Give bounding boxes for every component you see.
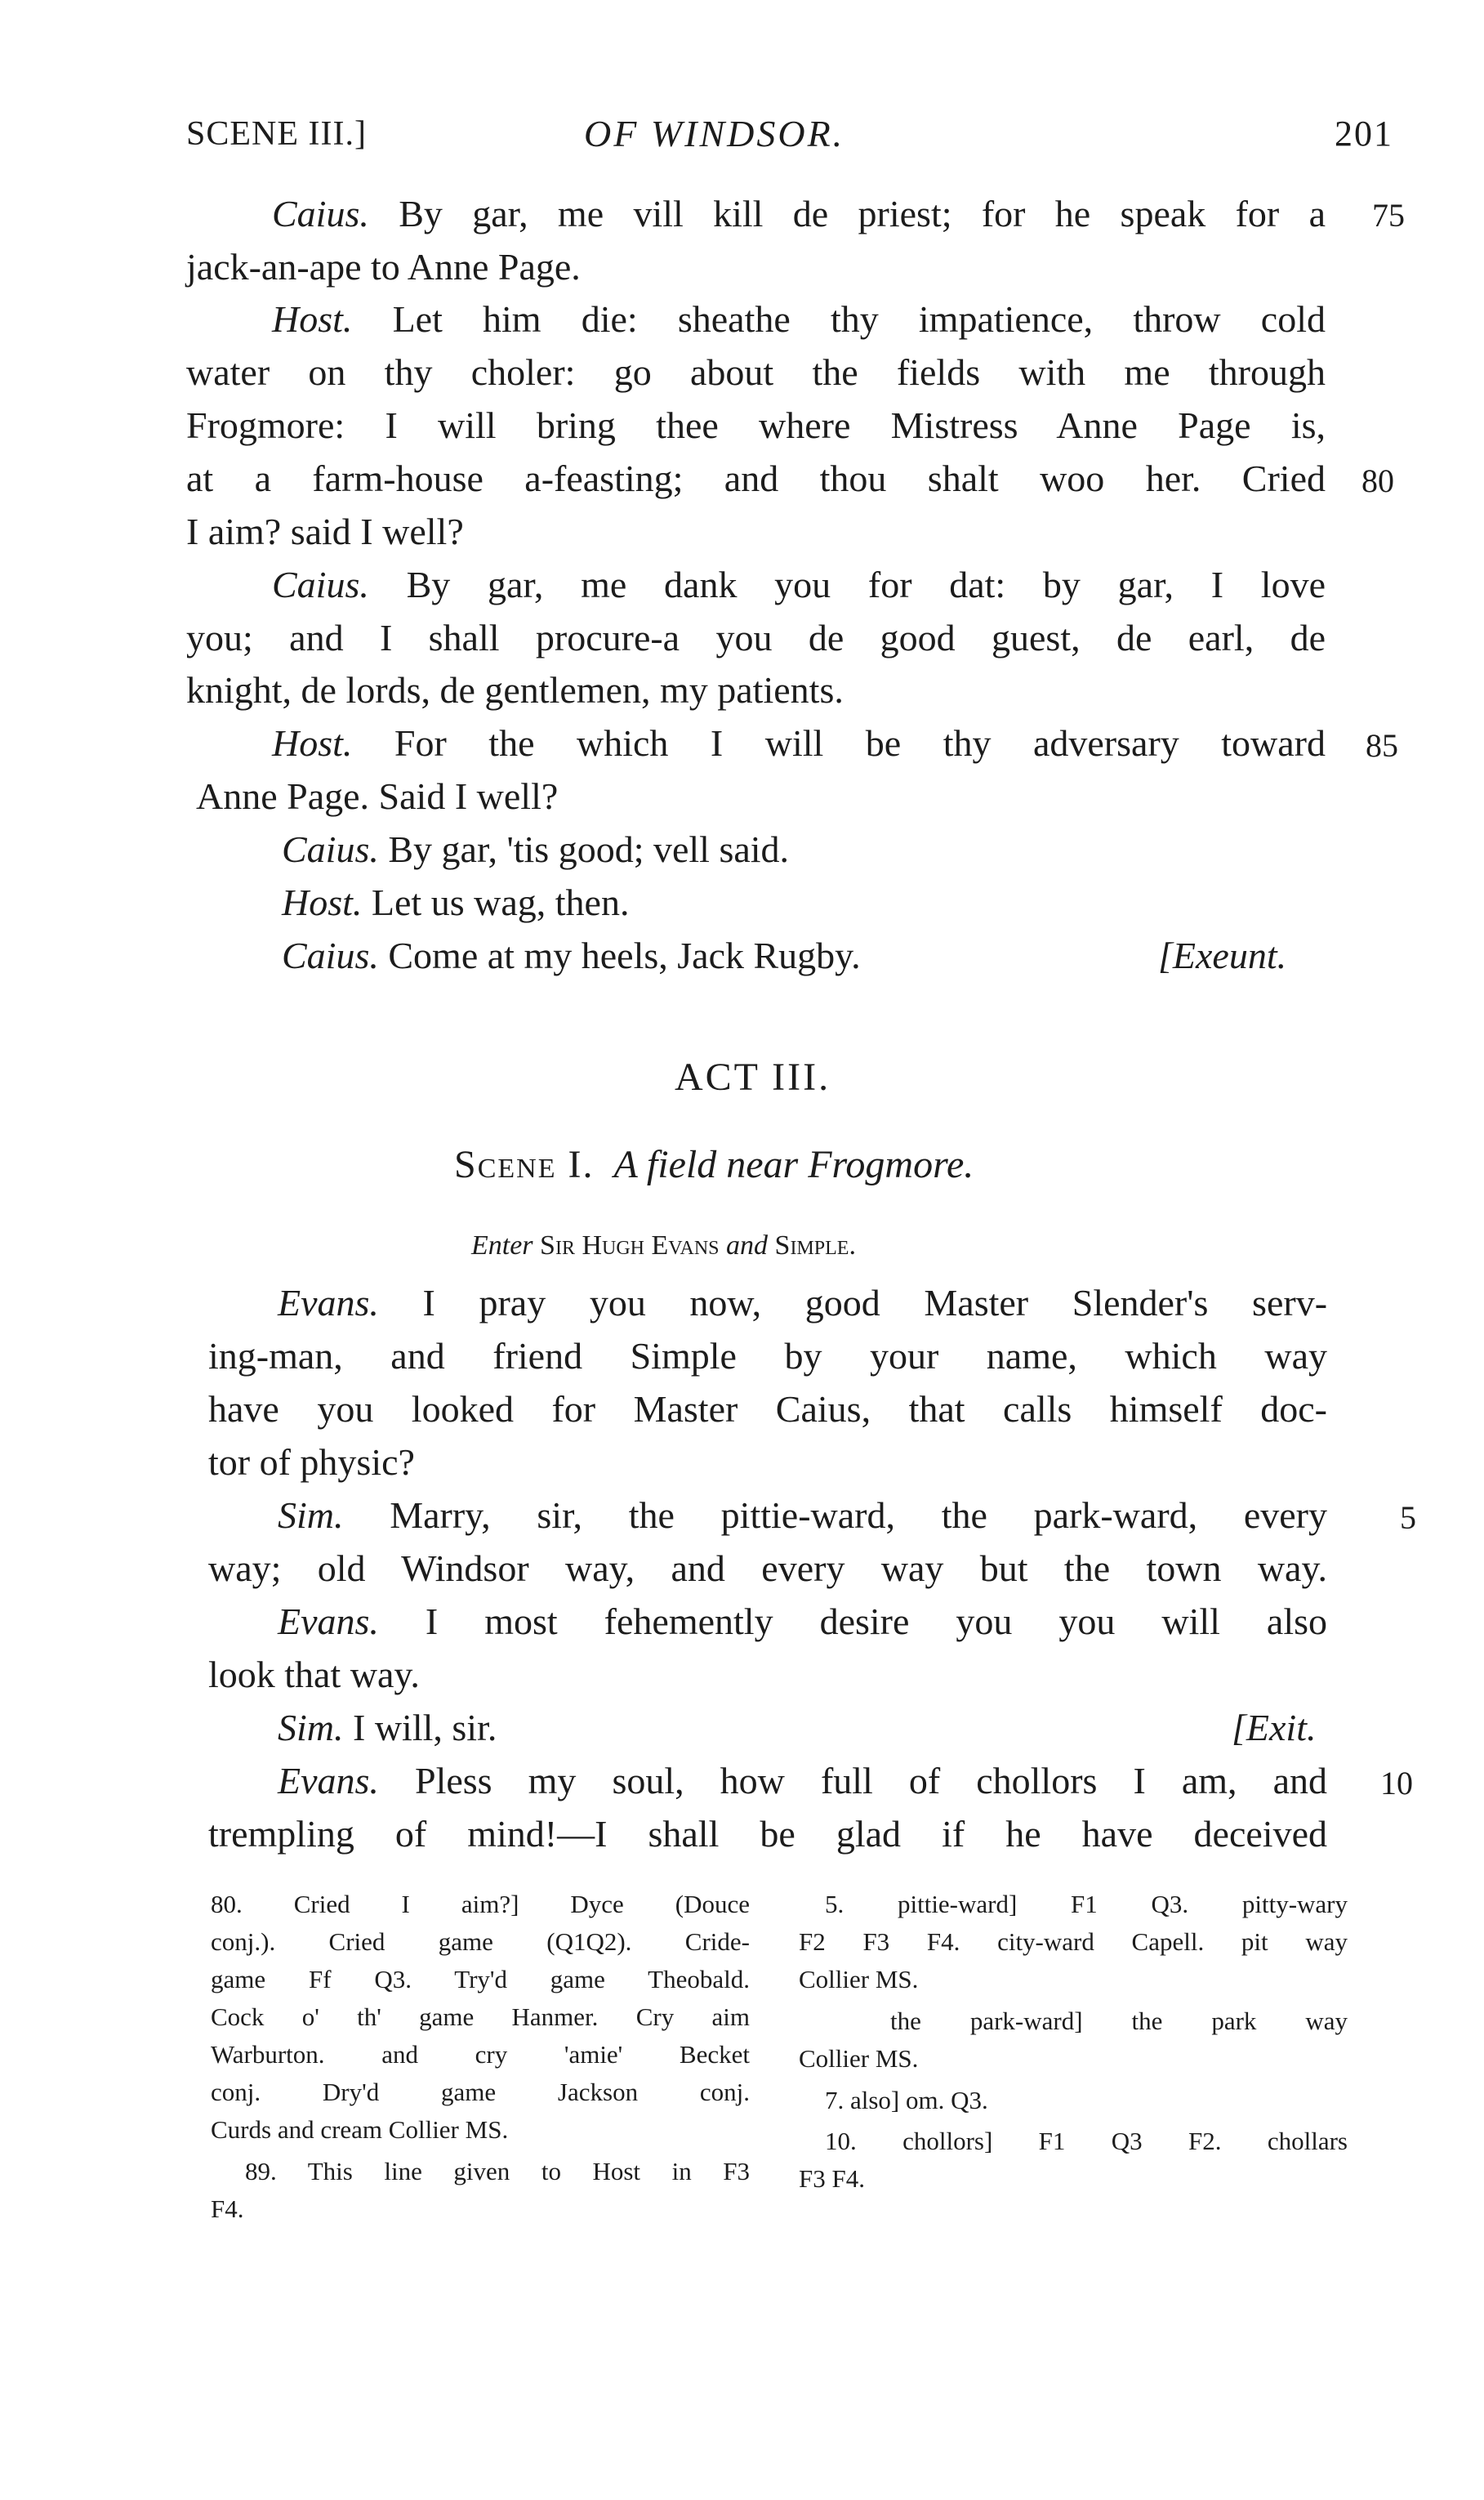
footnote-line: 5. pittie-ward] F1 Q3. pitty-wary (825, 1890, 1348, 1918)
footnote-line: Cock o' th' game Hanmer. Cry aim (211, 2002, 750, 2031)
speaker-name: Host. (272, 722, 353, 764)
footnote-line: F2 F3 F4. city-ward Capell. pit way (799, 1927, 1348, 1956)
footnote-line: 80. Cried I aim?] Dyce (Douce (211, 1890, 750, 1918)
speaker-name: Caius. (272, 564, 369, 605)
speaker-name: Caius. (282, 828, 379, 870)
exit-direction: [Exeunt. (1158, 935, 1287, 976)
footnote-line: 10. chollors] F1 Q3 F2. chollars (825, 2127, 1348, 2155)
speaker-name: Sim. (278, 1707, 344, 1748)
text-line: Caius. By gar, 'tis good; vell said. (282, 828, 790, 870)
footnote-line: F3 F4. (799, 2164, 865, 2193)
text-line: look that way. (208, 1654, 420, 1695)
line-number: 75 (1372, 197, 1405, 234)
scene-heading (454, 1141, 974, 1189)
speaker-name: Evans. (278, 1282, 379, 1324)
text-line: Evans. Pless my soul, how full of chollors I am, and (278, 1760, 1328, 1801)
text-line: Host. Let us wag, then. (282, 882, 630, 923)
footnote-line: conj. Dry'd game Jackson conj. (211, 2078, 750, 2106)
text-line: trempling of mind!—I shall be glad if he have deceived (208, 1813, 1327, 1855)
speaker-name: Evans. (278, 1600, 379, 1642)
text-line: Frogmore: I will bring thee where Mistress Anne Page is, (186, 404, 1326, 446)
footnote-line: Collier MS. (799, 1965, 919, 1993)
line-number: 5 (1400, 1499, 1416, 1536)
text-line: Evans. I pray you now, good Master Slender's serv- (278, 1282, 1328, 1324)
text-line: you; and I shall procure-a you de good guest, de earl, de (186, 617, 1326, 658)
text-line: have you looked for Master Caius, that calls himself doc- (208, 1388, 1327, 1430)
line-number: 10 (1380, 1765, 1413, 1801)
text-line: water on thy choler: go about the fields with me through (186, 351, 1326, 393)
footnote-line: conj.). Cried game (Q1Q2). Cride- (211, 1927, 750, 1956)
footnote-line: 7. also] om. Q3. (825, 2086, 988, 2114)
footnote-line: Collier MS. (799, 2044, 919, 2073)
text-line: Caius. By gar, me dank you for dat: by gar, I love (272, 564, 1326, 605)
speaker-name: Caius. (272, 193, 369, 234)
scene-label: Scene I. (454, 1143, 595, 1186)
line-number: 85 (1366, 727, 1398, 764)
text-line: Host. Let him die: sheathe thy impatience, throw cold (272, 298, 1326, 340)
text-line: knight, de lords, de gentlemen, my patients. (186, 669, 844, 711)
stage-direction: Enter Sir Hugh Evans and Simple. (471, 1230, 856, 1261)
text-line: Anne Page. Said I well? (196, 775, 559, 817)
line-number: 80 (1361, 462, 1394, 499)
speaker-name: Host. (282, 882, 363, 923)
speaker-name: Sim. (278, 1494, 344, 1536)
speaker-name: Host. (272, 298, 353, 340)
page-number: 201 (1335, 114, 1393, 154)
text-line: Sim. I will, sir. (278, 1707, 497, 1748)
footnote-line: F4. (211, 2194, 244, 2223)
text-line: ing-man, and friend Simple by your name, which way (208, 1335, 1327, 1377)
exit-direction: [Exit. (1232, 1707, 1317, 1748)
text-line: way; old Windsor way, and every way but the town way. (208, 1547, 1327, 1589)
text-line: at a farm-house a-feasting; and thou shalt woo her. Cried (186, 458, 1326, 499)
text-line: Evans. I most fehemently desire you you will also (278, 1600, 1328, 1642)
text-line: Caius. Come at my heels, Jack Rugby. (282, 935, 861, 976)
text-line: Sim. Marry, sir, the pittie-ward, the park-ward, every (278, 1494, 1327, 1536)
text-line: jack-an-ape to Anne Page. (186, 246, 581, 288)
speaker-name: Evans. (278, 1760, 379, 1801)
speaker-name: Caius. (282, 935, 379, 976)
text-line: I aim? said I well? (186, 511, 464, 552)
running-head-title: OF WINDSOR. (584, 113, 845, 154)
running-head-scene: SCENE III.] (186, 115, 367, 153)
footnote-line: game Ff Q3. Try'd game Theobald. (211, 1965, 750, 1993)
footnote-line: Warburton. and cry 'amie' Becket (211, 2040, 750, 2069)
text-line: tor of physic? (208, 1441, 415, 1483)
text-line: Host. For the which I will be thy adversary toward (272, 722, 1326, 764)
footnote-line: Curds and cream Collier MS. (211, 2115, 509, 2144)
act-heading: ACT III. (675, 1056, 831, 1099)
scene-place: A field near Frogmore. (613, 1143, 974, 1186)
footnote-line: 89. This line given to Host in F3 (245, 2157, 750, 2185)
footnote-line: the park-ward] the park way (890, 2007, 1348, 2035)
text-line: Caius. By gar, me vill kill de priest; for he speak for a (272, 193, 1326, 234)
